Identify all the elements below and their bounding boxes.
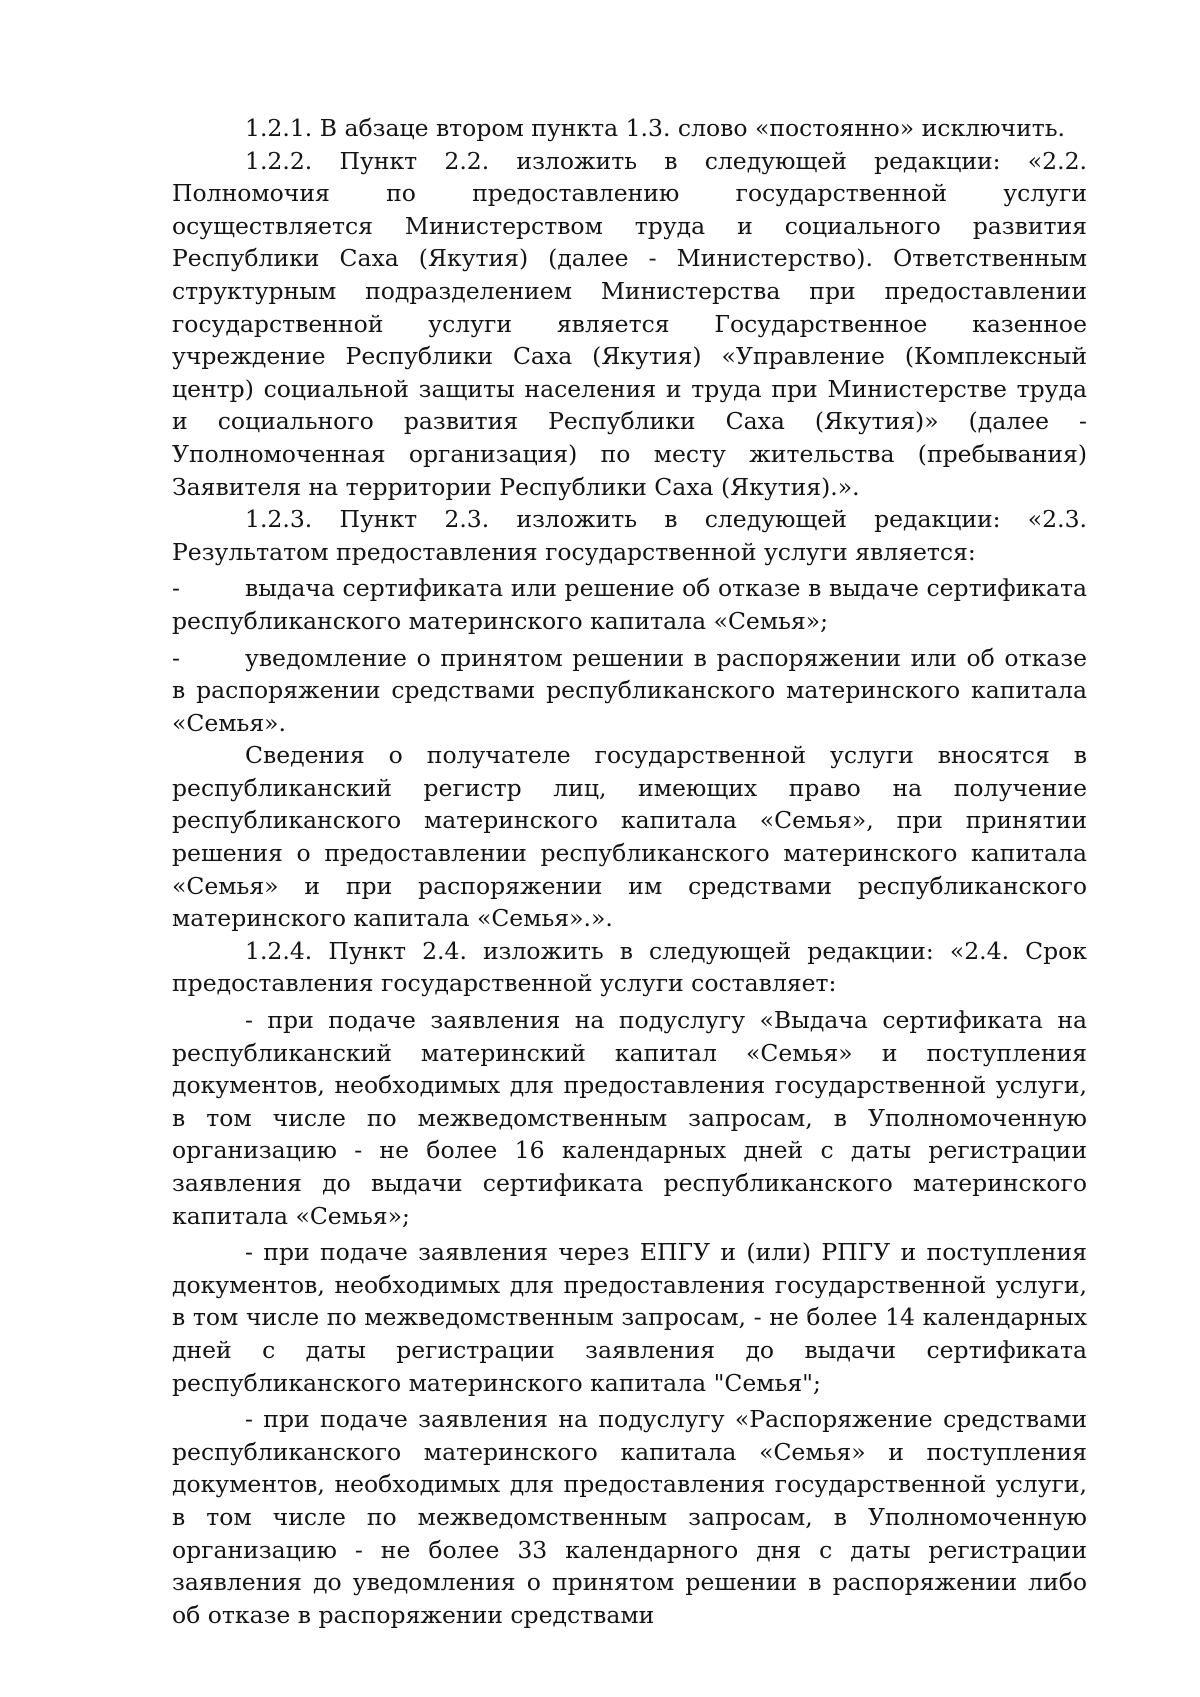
list-item: - уведомление о принятом решении в распоряжении или об отказе в распоряжении средствами республиканского материнского капитала «Семья». [172,642,1087,740]
paragraph-term-epgu: - при подаче заявления через ЕПГУ и (или) РПГУ и поступления документов, необходимых для предоставления государственной услуги, в том числе по межведомственным запросам, - не более 14 календарных дней с даты регистрации заявления до выдачи сертификата республиканского материнского капитала "Семья"; [172,1238,1087,1397]
paragraph-1-2-2: 1.2.2. Пункт 2.2. изложить в следующей редакции: «2.2. Полномочия по предоставлению государственной услуги осуществляется Министерством труда и социального развития Республики Саха (Якутия) (далее - Министерство). Ответственным структурным подразделением Министерства при предоставлении государственной услуги является Государственное казенное учреждение Республики Саха (Якутия) «Управление (Комплексный центр) социальной защиты населения и труда при Министерстве труда и социального развития Республики Саха (Якутия)» (далее - Уполномоченная организация) по месту жительства (пребывания) Заявителя на территории Республики Саха (Якутия).». [172,146,1087,501]
paragraph-1-2-3: 1.2.3. Пункт 2.3. изложить в следующей редакции: «2.3. Результатом предоставления государственной услуги является: [172,505,1087,566]
paragraph-recipient-info: Сведения о получателе государственной услуги вносятся в республиканский регистр лиц, имеющих право на получение республиканского материнского капитала «Семья», при принятии решения о предоставлении республиканского материнского капитала «Семья» и при распоряжении им средствами республиканского материнского капитала «Семья».». [172,741,1087,933]
list-item: - выдача сертификата или решение об отказе в выдаче сертификата республиканского материнского капитала «Семья»; [172,572,1087,637]
list-item-text: уведомление о принятом решении в распоряжении или об отказе в распоряжении средствами республиканского материнского капитала «Семья». [172,643,1087,737]
paragraph-1-2-4: 1.2.4. Пункт 2.4. изложить в следующей редакции: «2.4. Срок предоставления государственной услуги составляет: [172,936,1087,998]
paragraph-term-subservice-certificate: - при подаче заявления на подуслугу «Выдача сертификата на республиканский материнский капитал «Семья» и поступления документов, необходимых для предоставления государственной услуги, в том числе по межведомственным запросам, в Уполномоченную организацию - не более 16 календарных дней с даты регистрации заявления до выдачи сертификата республиканского материнского капитала «Семья»; [172,1006,1087,1230]
list-item-text: выдача сертификата или решение об отказе в выдаче сертификата республиканского материнского капитала «Семья»; [172,574,1087,635]
paragraph-1-2-1: 1.2.1. В абзаце втором пункта 1.3. слово «постоянно» исключить. [245,114,1065,142]
paragraph-term-subservice-disposal: - при подаче заявления на подуслугу «Распоряжение средствами республиканского материнского капитала «Семья» и поступления документов, необходимых для предоставления государственной услуги, в том числе по межведомственным запросам, в Уполномоченную организацию - не более 33 календарного дня с даты регистрации заявления до уведомления о принятом решении в распоряжении либо об отказе в распоряжении средствами [172,1405,1087,1629]
